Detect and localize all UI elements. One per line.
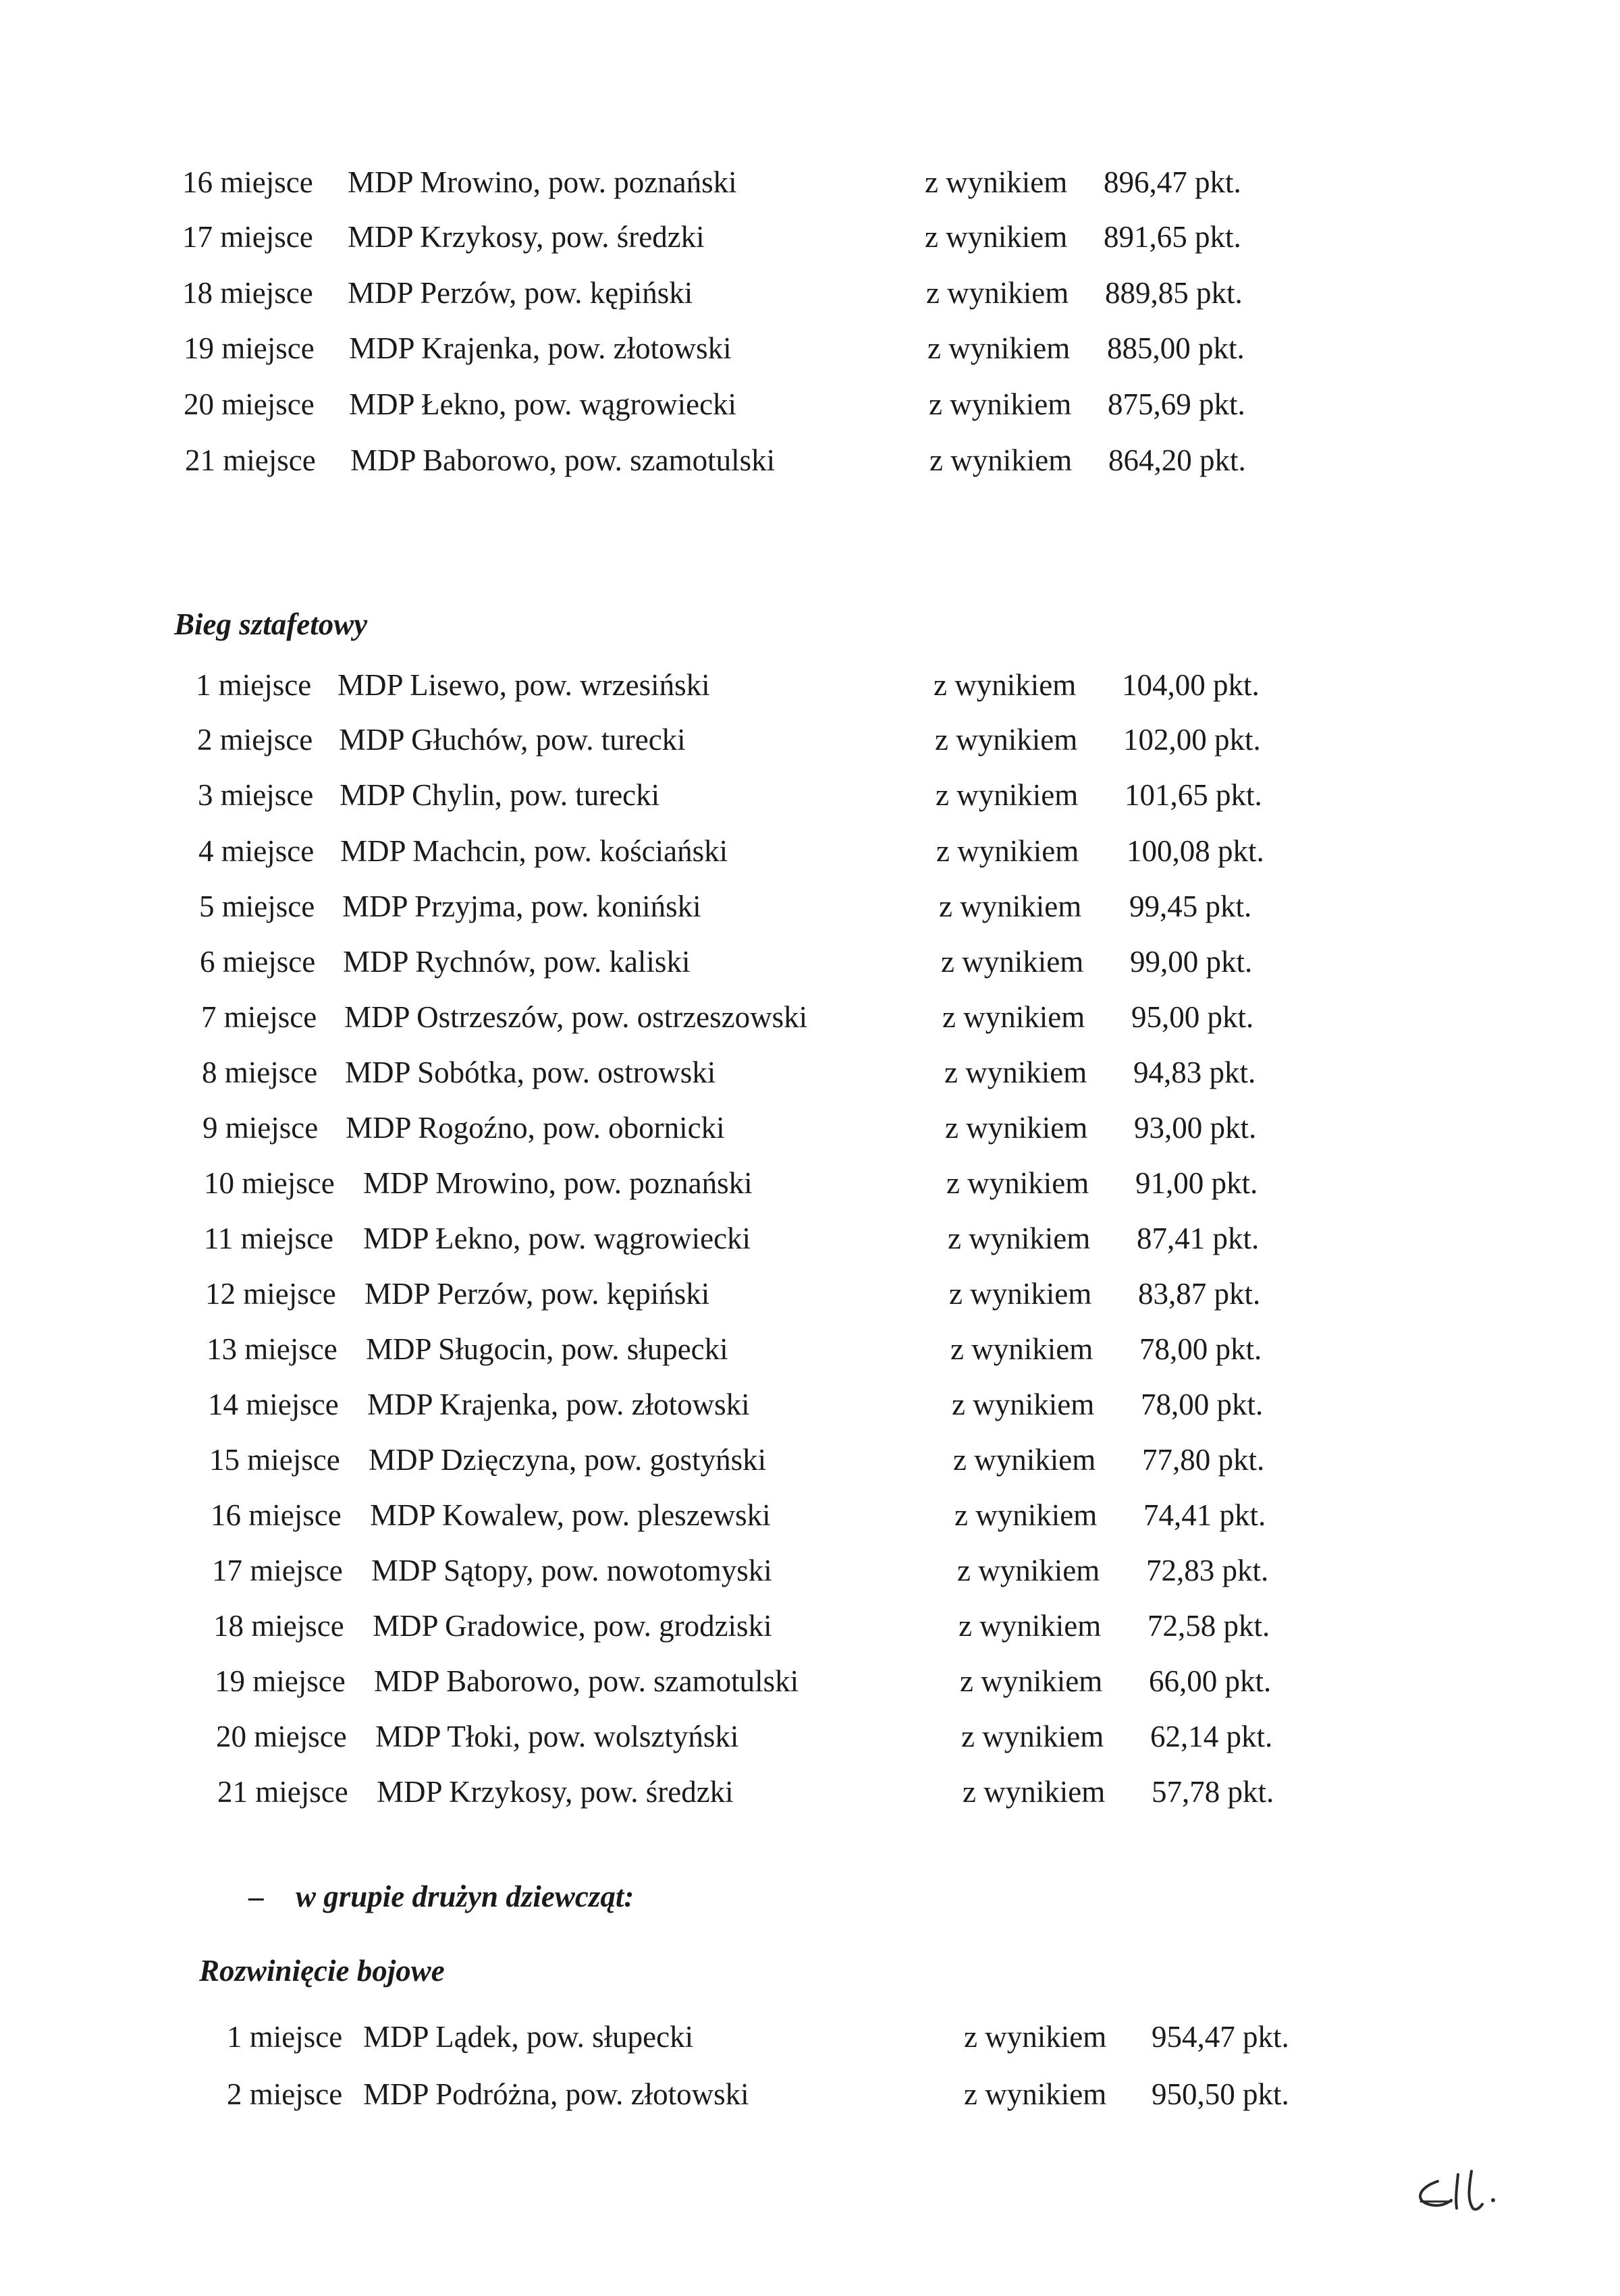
score-label: z wynikiem (953, 1443, 1096, 1477)
team: MDP Rychnów, pow. kaliski (343, 945, 691, 979)
place: 2 miejsce (227, 2077, 343, 2111)
score-label: z wynikiem (960, 1664, 1103, 1698)
place: 18 miejsce (213, 1609, 344, 1643)
team: MDP Głuchów, pow. turecki (339, 723, 686, 757)
place: 18 miejsce (182, 276, 313, 310)
score-label: z wynikiem (961, 1720, 1104, 1753)
place: 5 miejsce (199, 890, 315, 923)
score-value: 104,00 pkt. (1122, 668, 1260, 702)
team: MDP Krzykosy, pow. średzki (377, 1775, 734, 1809)
team: MDP Krajenka, pow. złotowski (349, 331, 732, 365)
team: MDP Gradowice, pow. grodziski (373, 1609, 772, 1643)
team: MDP Baborowo, pow. szamotulski (350, 443, 776, 477)
team: MDP Chylin, pow. turecki (340, 778, 660, 812)
score-value: 950,50 pkt. (1152, 2077, 1289, 2111)
score-value: 889,85 pkt. (1105, 276, 1243, 310)
team: MDP Przyjma, pow. koniński (342, 890, 701, 923)
place: 21 miejsce (217, 1775, 348, 1809)
place: 21 miejsce (185, 443, 316, 477)
score-value: 954,47 pkt. (1152, 2020, 1289, 2054)
score-value: 93,00 pkt. (1134, 1111, 1257, 1145)
handwritten-initials-signature (1411, 2161, 1505, 2222)
place: 1 miejsce (196, 668, 312, 702)
team: MDP Lądek, pow. słupecki (363, 2020, 694, 2054)
place: 20 miejsce (184, 387, 315, 421)
score-value: 57,78 pkt. (1152, 1775, 1274, 1809)
score-label: z wynikiem (959, 1609, 1102, 1643)
place: 17 miejsce (182, 220, 313, 254)
team: MDP Krzykosy, pow. średzki (348, 220, 705, 254)
place: 16 miejsce (211, 1498, 342, 1532)
score-value: 102,00 pkt. (1123, 723, 1261, 757)
place: 10 miejsce (204, 1166, 335, 1200)
team: MDP Rogoźno, pow. obornicki (346, 1111, 725, 1145)
score-label: z wynikiem (939, 890, 1082, 923)
team: MDP Krajenka, pow. złotowski (367, 1388, 750, 1421)
score-label: z wynikiem (957, 1554, 1100, 1587)
score-label: z wynikiem (925, 220, 1068, 254)
team: MDP Baborowo, pow. szamotulski (374, 1664, 799, 1698)
relay-heading: Bieg sztafetowy (174, 607, 368, 641)
place: 1 miejsce (227, 2020, 343, 2054)
score-value: 101,65 pkt. (1125, 778, 1262, 812)
score-label: z wynikiem (950, 1332, 1094, 1366)
place: 19 miejsce (184, 331, 315, 365)
score-label: z wynikiem (936, 834, 1079, 868)
score-value: 99,45 pkt. (1129, 890, 1252, 923)
place: 4 miejsce (198, 834, 315, 868)
score-label: z wynikiem (945, 1111, 1088, 1145)
score-label: z wynikiem (952, 1388, 1095, 1421)
subgroup-dash: – (248, 1880, 264, 1913)
place: 20 miejsce (216, 1720, 347, 1753)
score-label: z wynikiem (949, 1277, 1092, 1311)
team: MDP Podróżna, pow. złotowski (363, 2077, 749, 2111)
team: MDP Lisewo, pow. wrzesiński (338, 668, 710, 702)
score-label: z wynikiem (944, 1056, 1087, 1089)
score-value: 95,00 pkt. (1131, 1000, 1254, 1034)
place: 12 miejsce (205, 1277, 336, 1311)
score-value: 77,80 pkt. (1142, 1443, 1265, 1477)
score-label: z wynikiem (964, 2020, 1107, 2054)
score-label: z wynikiem (964, 2077, 1107, 2111)
score-label: z wynikiem (948, 1222, 1091, 1255)
score-value: 885,00 pkt. (1107, 331, 1245, 365)
score-label: z wynikiem (929, 443, 1073, 477)
score-value: 83,87 pkt. (1138, 1277, 1261, 1311)
score-value: 62,14 pkt. (1150, 1720, 1273, 1753)
score-value: 896,47 pkt. (1104, 165, 1241, 199)
score-value: 78,00 pkt. (1139, 1332, 1262, 1366)
team: MDP Łekno, pow. wągrowiecki (363, 1222, 751, 1255)
place: 6 miejsce (200, 945, 316, 979)
team: MDP Łekno, pow. wągrowiecki (349, 387, 737, 421)
score-value: 87,41 pkt. (1137, 1222, 1260, 1255)
girls-group-heading: w grupie drużyn dziewcząt: (296, 1880, 634, 1913)
score-label: z wynikiem (946, 1166, 1089, 1200)
score-label: z wynikiem (935, 723, 1078, 757)
team: MDP Dzięczyna, pow. gostyński (369, 1443, 767, 1477)
team: MDP Sługocin, pow. słupecki (366, 1332, 728, 1366)
team: MDP Sobótka, pow. ostrowski (345, 1056, 716, 1089)
place: 11 miejsce (204, 1222, 334, 1255)
place: 13 miejsce (207, 1332, 338, 1366)
score-label: z wynikiem (926, 276, 1069, 310)
score-label: z wynikiem (927, 331, 1071, 365)
team: MDP Mrowino, pow. poznański (363, 1166, 753, 1200)
place: 19 miejsce (215, 1664, 346, 1698)
place: 16 miejsce (182, 165, 313, 199)
score-label: z wynikiem (941, 945, 1084, 979)
score-label: z wynikiem (925, 165, 1068, 199)
score-label: z wynikiem (963, 1775, 1106, 1809)
place: 17 miejsce (212, 1554, 343, 1587)
team: MDP Perzów, pow. kępiński (348, 276, 693, 310)
score-value: 891,65 pkt. (1104, 220, 1241, 254)
score-label: z wynikiem (942, 1000, 1085, 1034)
score-value: 74,41 pkt. (1143, 1498, 1266, 1532)
place: 8 miejsce (202, 1056, 318, 1089)
place: 2 miejsce (197, 723, 313, 757)
score-value: 66,00 pkt. (1149, 1664, 1272, 1698)
place: 7 miejsce (201, 1000, 317, 1034)
score-value: 72,58 pkt. (1148, 1609, 1270, 1643)
score-value: 99,00 pkt. (1130, 945, 1253, 979)
place: 14 miejsce (208, 1388, 339, 1421)
place: 15 miejsce (209, 1443, 340, 1477)
score-value: 875,69 pkt. (1108, 387, 1245, 421)
place: 3 miejsce (198, 778, 314, 812)
score-value: 94,83 pkt. (1133, 1056, 1256, 1089)
score-label: z wynikiem (934, 668, 1077, 702)
team: MDP Mrowino, pow. poznański (348, 165, 737, 199)
score-value: 72,83 pkt. (1146, 1554, 1269, 1587)
place: 9 miejsce (202, 1111, 319, 1145)
score-value: 78,00 pkt. (1141, 1388, 1264, 1421)
team: MDP Machcin, pow. kościański (340, 834, 728, 868)
team: MDP Kowalew, pow. pleszewski (370, 1498, 771, 1532)
score-label: z wynikiem (929, 387, 1072, 421)
combat-heading: Rozwinięcie bojowe (199, 1954, 445, 1988)
score-value: 91,00 pkt. (1135, 1166, 1258, 1200)
team: MDP Tłoki, pow. wolsztyński (375, 1720, 739, 1753)
score-label: z wynikiem (936, 778, 1079, 812)
score-value: 100,08 pkt. (1127, 834, 1264, 868)
score-label: z wynikiem (954, 1498, 1098, 1532)
team: MDP Sątopy, pow. nowotomyski (371, 1554, 772, 1587)
score-value: 864,20 pkt. (1108, 443, 1246, 477)
team: MDP Ostrzeszów, pow. ostrzeszowski (344, 1000, 808, 1034)
team: MDP Perzów, pow. kępiński (364, 1277, 710, 1311)
